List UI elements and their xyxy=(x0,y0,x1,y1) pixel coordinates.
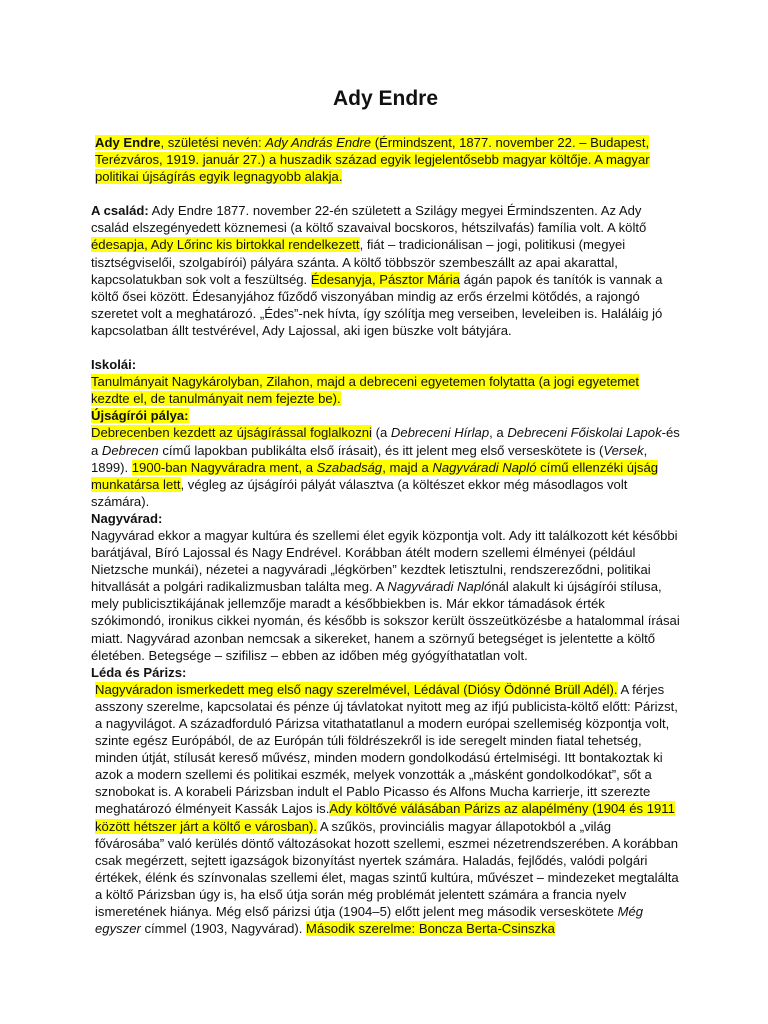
leda-highlight-paris: Ady költővé válásában Párizs az alapélmény (1904 és 1911 között hétszer járt a költő e városban). xyxy=(95,801,675,834)
journalism-text: , végleg az újságírói pályát választva (a költészet ekkor még másodlagos volt számára). xyxy=(91,476,628,509)
leda-text: A szűkös, provinciális magyar állapotokból a „világ fővárosába” való kerülés döntő változásokat hozott szellemi, eszmei nézetrendszerében. A korábban csak megérzett, sejtett igazságok bizonyítást nyertek számára. Haladás, fejlődés, valódi polgári értékek, élénk és színvonalas szellemi élet, magas szintű kultúra, művészet – mindezeket megtalálta a költő Párizsban úgy is, ha első útja során még problémát jelentett számára a francia nyelv ismeretének hiánya. Még első párizsi útja (1904–5) előtt jelent meg második verseskötete xyxy=(95,818,679,920)
family-highlight-mother: Édesanyja, Pásztor Mária xyxy=(310,271,461,287)
nagyvarad-text: Nagyvárad ekkor a magyar kultúra és szellemi élet egyik központja volt. Ady itt találkozott két későbbi barátjával, Bíró Lajossal és Nagy Endrével. Korábban átélt modern szellemi élményei (például Nietzsche munkái), nézetei a nagyváradi „légkörben” kezdtek letisztulni, rendszereződni, politikai hitvallását a polgári radikalizmusban találta meg. A xyxy=(91,527,678,595)
journalism-newspaper: Szabadság xyxy=(316,459,383,475)
journalism-highlight-text: , majd a xyxy=(382,459,433,475)
intro-text: (Érmindszent, 1877. november 22. – Budapest, Terézváros, 1919. január 27.) a huszadik század egyik legjelentősebb magyar költője. A magyar politikai újságírás egyik legnagyobb alakja. xyxy=(95,135,650,185)
family-heading: A család: xyxy=(91,203,149,219)
journalism-newspaper: Nagyváradi Napló xyxy=(432,459,537,475)
journalism-text: , a xyxy=(489,425,508,441)
nagyvarad-heading: Nagyvárad: xyxy=(91,510,163,526)
journalism-text: (a xyxy=(371,425,391,441)
journalism-highlight-debrecen: Debrecenben kezdett az újságírással foglalkozni xyxy=(91,425,372,441)
family-paragraph xyxy=(91,202,680,339)
journalism-text: , 1899). xyxy=(91,442,648,475)
leda-paragraph xyxy=(91,681,680,937)
leda-book-title: Még egyszer xyxy=(95,904,644,937)
nagyvarad-paragraph xyxy=(91,527,680,664)
leda-text: A férjes asszony szerelme, kapcsolatai és pénze új távlatokat nyitott meg az ifjú publicista-költő előtt: Párizst, a nagyvilágot. A századforduló Párizsa vitathatatlanul a modern európai szellemiség központja volt, szinte egész Európából, de az Európán túli földrészekről is ide seregelt minden fiatal tehetség, minden útját, stílusát kereső művész, minden modern gondolkodású értelmiségi. Itt bontakoztak ki azok a modern szellemi és politikai eszmék, melyek vonzották a „másként gondolkodókat”, sőt a sznobokat is. A korabeli Párizsban indult el Pablo Picasso és Alfons Mucha karrierje, itt szerezte meghatározó élményeit Kassák Lajos is. xyxy=(95,681,678,817)
journalism-text: című lapokban publikálta első írásait), és itt jelent meg első verseskötete is ( xyxy=(158,442,604,458)
page-title: Ady Endre xyxy=(332,87,439,110)
leda-highlight-csinszka: Második szerelme: Boncza Berta-Csinszka xyxy=(306,921,555,937)
intro-highlight xyxy=(95,135,650,184)
journalism-newspaper: Debreceni Hírlap xyxy=(390,425,490,441)
journalism-highlight-text: 1900-ban Nagyváradra ment, a xyxy=(131,459,317,475)
journalism-paragraph xyxy=(91,424,680,509)
leda-text: címmel (1903, Nagyvárad). xyxy=(140,921,307,937)
nagyvarad-newspaper: Nagyváradi Napló xyxy=(387,579,492,595)
intro-paragraph xyxy=(91,134,680,185)
intro-birth-name: Ady András Endre xyxy=(265,135,372,150)
journalism-book-title: Versek xyxy=(603,442,644,458)
family-highlight-father: édesapja, Ady Lőrinc kis birtokkal rendelkezett xyxy=(91,237,360,253)
intro-name: Ady Endre xyxy=(95,135,161,150)
intro-text: , születési nevén: xyxy=(160,135,266,150)
journalism-highlight-text: című ellenzéki újság munkatársa lett xyxy=(91,459,659,492)
journalism-text: -és a xyxy=(91,425,680,458)
journalism-heading-highlight: Újságírói pálya: xyxy=(91,408,189,424)
leda-heading: Léda és Párizs: xyxy=(91,664,187,680)
journalism-heading xyxy=(91,407,680,424)
leda-highlight-leda: Nagyváradon ismerkedett meg első nagy szerelmével, Lédával (Diósy Ödönné Brüll Adél). xyxy=(95,681,618,697)
journalism-newspaper: Debrecen xyxy=(101,442,159,458)
family-text: Ady Endre 1877. november 22-én született a Szilágy megyei Érmindszenten. Az Ady család elszegényedett köznemesi (a költő szavaival bocskoros, hétszilvafás) família volt. A költő xyxy=(91,203,647,236)
family-text: , fiát – tradicionálisan – jogi, politikusi (megyei tisztségviselői, szolgabírói) pályára szánta. A költő többször szembeszállt az apai akarattal, kapcsolatukban sok volt a feszültség. xyxy=(91,237,626,287)
journalism-newspaper: Debreceni Főiskolai Lapok xyxy=(507,425,662,441)
nagyvarad-text: nál alakult ki újságírói stílusa, mely publicisztikájának jellemzője maradt a későbbiekben is. Már ekkor támadások érték szókimondó, ironikus cikkei nyomán, és később is sokszor került összeütközésbe a hatalommal írásai miatt. Nagyvárad azonban nemcsak a sikereket, hanem a szörnyű betegséget is jelentette a költő életében. Betegsége – szifilisz – ebben az időben még gyógyíthatatlan volt. xyxy=(91,579,680,663)
schools-highlight: Tanulmányait Nagykárolyban, Zilahon, majd a debreceni egyetemen folytatta (a jogi egyetemet kezdte el, de tanulmányait nem fejezte be). xyxy=(91,374,640,407)
schools-heading: Iskolái: xyxy=(91,357,137,373)
family-text: ágán papok és tanítók is vannak a költő ősei között. Édesanyjához fűződő viszonyában mindig az erős érzelmi kötődés, a rajongó szeretet volt a meghatározó. „Édes”-nek hívta, így szólítja meg verseiben, leveleiben is. Haláláig jó kapcsolatban állt testvérével, Ady Lajossal, aki igen büszke volt bátyjára. xyxy=(91,271,663,338)
schools-paragraph xyxy=(91,373,680,407)
